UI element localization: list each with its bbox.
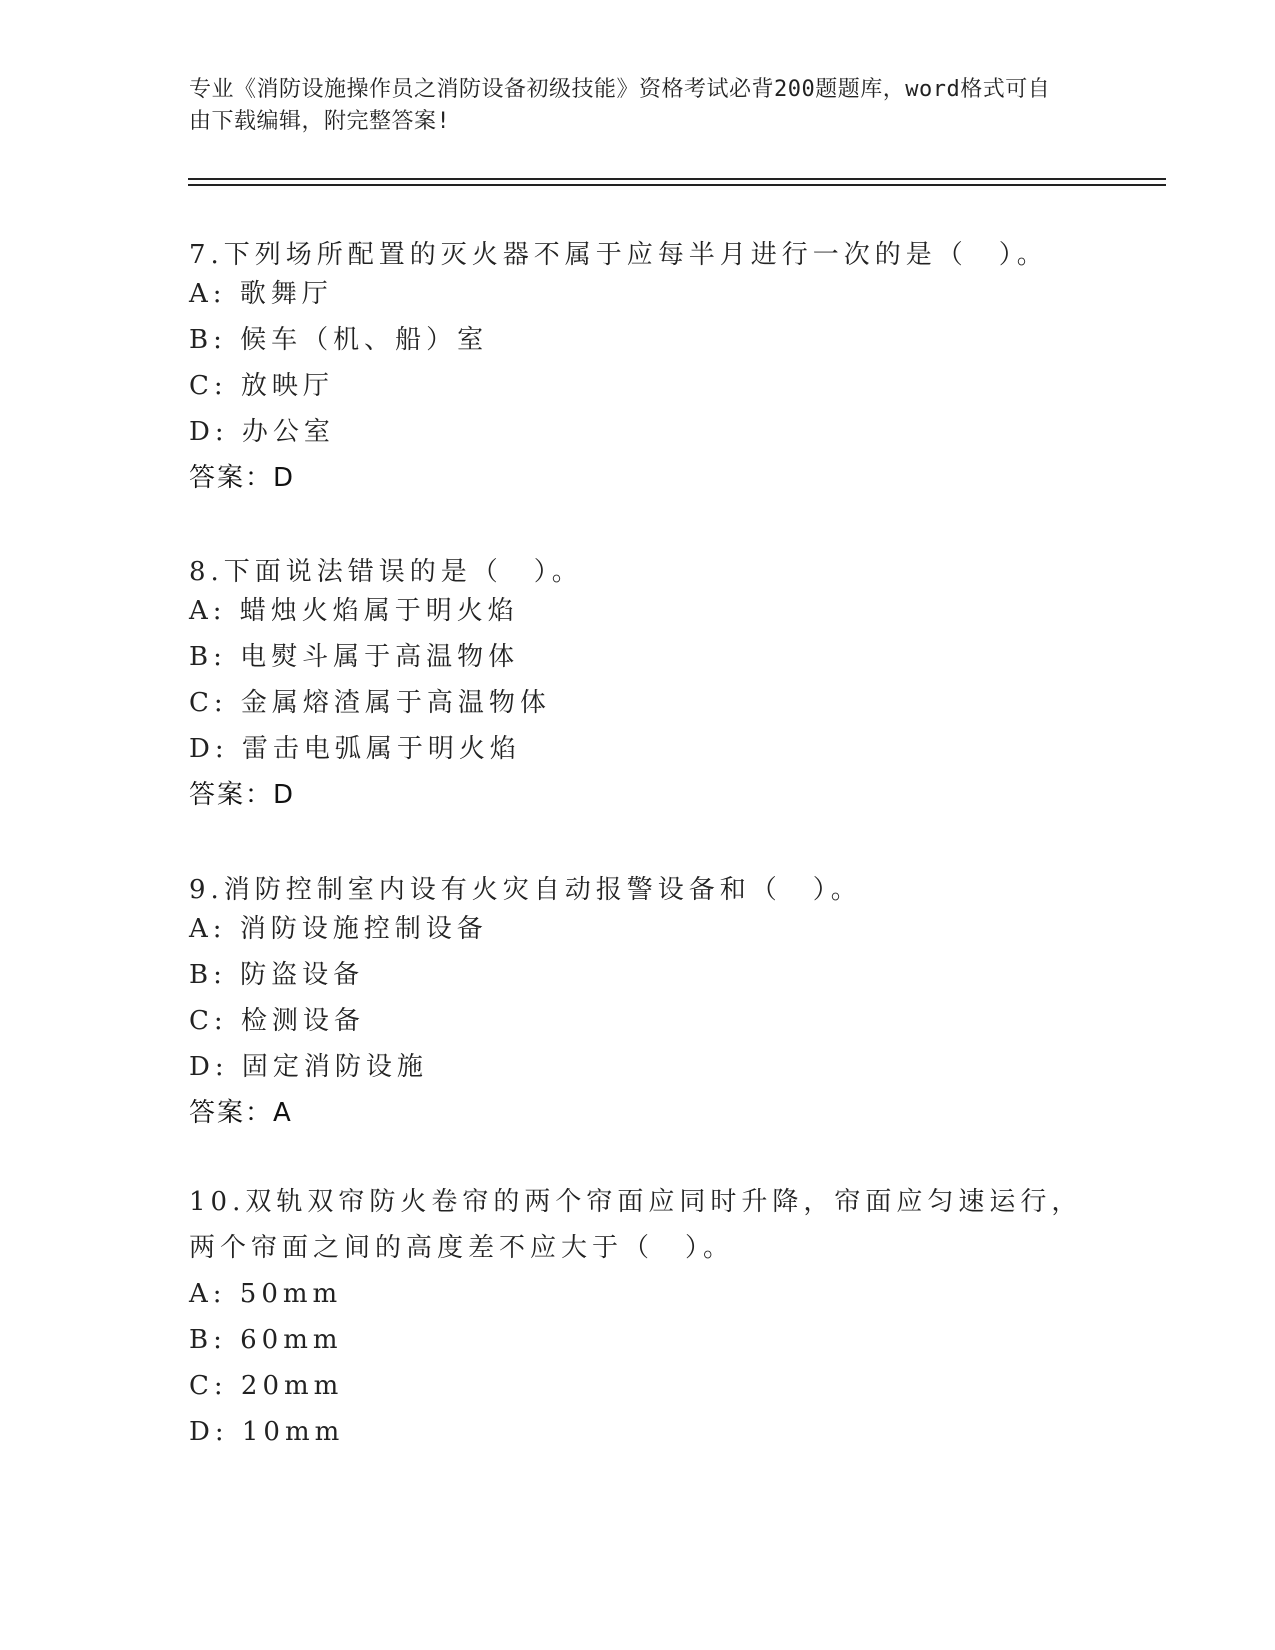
option-d: D: 办公室 bbox=[189, 417, 335, 447]
option-a: A: 50mm bbox=[189, 1279, 343, 1309]
option-d: D: 雷击电弧属于明火焰 bbox=[189, 734, 521, 764]
question-10 bbox=[189, 1179, 1089, 1455]
option-c: C: 金属熔渣属于高温物体 bbox=[189, 688, 551, 718]
header-divider-top bbox=[188, 178, 1166, 180]
answer: 答案：D bbox=[189, 780, 296, 810]
answer: 答案：D bbox=[189, 463, 296, 493]
option-d: D: 固定消防设施 bbox=[189, 1052, 428, 1082]
option-a: A: 歌舞厅 bbox=[189, 279, 333, 309]
document-header: 专业《消防设施操作员之消防设备初级技能》资格考试必背200题题库，word格式可自由下载编辑，附完整答案! bbox=[189, 77, 1051, 134]
option-b: B: 防盗设备 bbox=[189, 960, 365, 990]
option-a: A: 消防设施控制设备 bbox=[189, 914, 488, 944]
option-d: D: 10mm bbox=[189, 1417, 345, 1447]
question-title: 10.双轨双帘防火卷帘的两个帘面应同时升降，帘面应匀速运行，两个帘面之间的高度差不应大于（ ）。 bbox=[189, 1187, 1083, 1263]
question-title: 9.消防控制室内设有火灾自动报警设备和（ ）。 bbox=[189, 875, 862, 905]
option-b: B: 电熨斗属于高温物体 bbox=[189, 642, 520, 672]
option-a: A: 蜡烛火焰属于明火焰 bbox=[189, 596, 519, 626]
option-b: B: 候车（机、船）室 bbox=[189, 325, 489, 355]
question-9 bbox=[189, 874, 1089, 1136]
option-c: C: 检测设备 bbox=[189, 1006, 365, 1036]
question-7 bbox=[189, 239, 1089, 501]
answer: 答案：A bbox=[189, 1098, 293, 1128]
question-title: 8.下面说法错误的是（ ）。 bbox=[189, 557, 583, 587]
option-b: B: 60mm bbox=[189, 1325, 343, 1355]
question-title: 7.下列场所配置的灭火器不属于应每半月进行一次的是（ ）。 bbox=[189, 240, 1048, 270]
option-c: C: 放映厅 bbox=[189, 371, 334, 401]
question-8 bbox=[189, 556, 1089, 818]
header-divider-bottom bbox=[188, 184, 1166, 186]
option-c: C: 20mm bbox=[189, 1371, 344, 1401]
